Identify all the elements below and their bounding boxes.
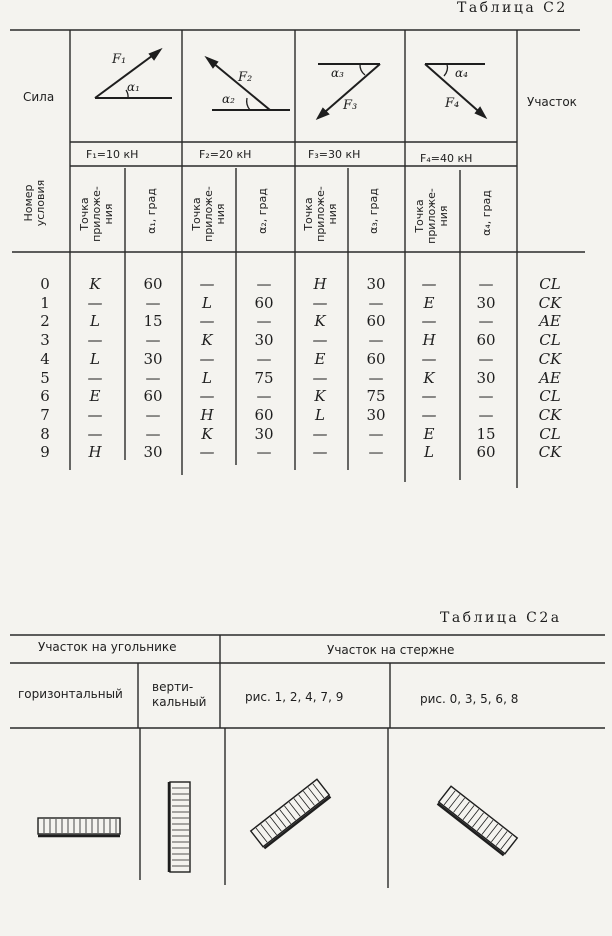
cell-p1-row-5: — xyxy=(87,368,103,387)
cell-a3-row-6: 75 xyxy=(366,387,386,406)
cell-p2-row-7: H xyxy=(200,405,214,424)
load-rod-b xyxy=(438,786,518,855)
cell-numbers-row-9: 9 xyxy=(40,443,50,462)
diagram-f2-force-label: F₂ xyxy=(238,70,253,85)
cell-numbers-row-3: 3 xyxy=(40,331,50,350)
cell-p3-row-3: — xyxy=(312,331,328,350)
table-c2a-title: Таблица С2а xyxy=(440,610,562,626)
cell-p1-row-3: — xyxy=(87,331,103,350)
cell-numbers-row-7: 7 xyxy=(40,405,50,424)
cell-a4-row-5: 30 xyxy=(476,368,496,387)
column-angle-1 xyxy=(138,275,168,462)
cell-p1-row-0: K xyxy=(89,275,101,293)
cell-p3-row-6: K xyxy=(314,387,326,406)
cell-p2-row-2: — xyxy=(199,312,215,331)
cell-a4-row-2: — xyxy=(478,312,494,331)
cell-a3-row-2: 60 xyxy=(366,312,386,331)
cell-a2-row-2: — xyxy=(256,312,272,331)
load-vertical xyxy=(169,782,190,872)
column-point-3 xyxy=(305,275,335,462)
horizontal-header: горизонтальный xyxy=(18,687,123,701)
cell-section-row-9: CK xyxy=(538,443,562,462)
point-header-3: Точка приложе- ния xyxy=(302,186,339,242)
force-header-f1: F₁=10 кН xyxy=(86,148,139,161)
diagram-f4-force-label: F₄ xyxy=(445,96,460,111)
point-header-1: Точка приложе- ния xyxy=(78,186,115,242)
cell-p2-row-0: — xyxy=(199,275,215,293)
cell-p3-row-1: — xyxy=(312,293,328,312)
cell-a1-row-0: 60 xyxy=(143,275,163,293)
cell-p3-row-4: E xyxy=(314,349,326,368)
cell-p4-row-4: — xyxy=(421,349,437,368)
cell-p1-row-1: — xyxy=(87,293,103,312)
cell-a4-row-7: — xyxy=(478,405,494,424)
column-angle-4 xyxy=(471,275,501,462)
cell-section-row-1: CK xyxy=(538,293,562,312)
force-header-f4: F₄=40 кН xyxy=(420,152,473,165)
cell-numbers-row-0: 0 xyxy=(40,275,50,293)
cell-a4-row-9: 60 xyxy=(476,443,496,462)
fig-group-a-header: рис. 1, 2, 4, 7, 9 xyxy=(245,690,344,704)
column-point-2 xyxy=(192,275,222,462)
cell-a4-row-8: 15 xyxy=(476,424,496,443)
cell-p4-row-8: E xyxy=(423,424,435,443)
column-condition-numbers xyxy=(30,275,60,462)
cell-p4-row-3: H xyxy=(422,331,436,350)
cell-p4-row-7: — xyxy=(421,405,437,424)
cell-p2-row-8: K xyxy=(201,424,213,443)
cell-p3-row-0: H xyxy=(313,275,327,293)
angle-header-1: α₁, град xyxy=(145,188,158,234)
diagram-f1-force-label: F₁ xyxy=(112,52,127,67)
corner-section-header: Участок на угольнике xyxy=(38,640,177,654)
cell-a4-row-6: — xyxy=(478,387,494,406)
cell-a4-row-0: — xyxy=(478,275,494,293)
cell-a4-row-4: — xyxy=(478,349,494,368)
cell-p4-row-1: E xyxy=(423,293,435,312)
angle-header-2: α₂, град xyxy=(256,188,269,234)
force-header-f3: F₃=30 кН xyxy=(308,148,361,161)
column-point-4 xyxy=(414,275,444,462)
diagram-f4-angle-label: α₄ xyxy=(455,66,468,80)
diagram-f3-angle-label: α₃ xyxy=(331,66,344,80)
cell-a2-row-9: — xyxy=(256,443,272,462)
cell-p3-row-8: — xyxy=(312,424,328,443)
angle-header-3: α₃, град xyxy=(367,188,380,234)
load-rod-a xyxy=(251,779,331,848)
cell-a1-row-2: 15 xyxy=(143,312,163,331)
column-point-1 xyxy=(80,275,110,462)
cell-p3-row-2: K xyxy=(314,312,326,331)
cell-p1-row-4: L xyxy=(90,349,100,368)
cell-section-row-3: CL xyxy=(539,331,561,350)
cell-p3-row-9: — xyxy=(312,443,328,462)
vertical-header: верти- кальный xyxy=(152,680,207,709)
cell-p4-row-9: L xyxy=(424,443,434,462)
cell-a1-row-6: 60 xyxy=(143,387,163,406)
cell-a3-row-7: 30 xyxy=(366,405,386,424)
cell-a1-row-9: 30 xyxy=(143,443,163,462)
cell-a3-row-1: — xyxy=(368,293,384,312)
cell-section-row-6: CL xyxy=(539,387,561,406)
cell-a3-row-9: — xyxy=(368,443,384,462)
cell-p3-row-7: L xyxy=(315,405,325,424)
cell-numbers-row-5: 5 xyxy=(40,368,50,387)
cell-section-row-2: AE xyxy=(539,312,561,331)
cell-a1-row-8: — xyxy=(145,424,161,443)
cell-section-row-8: CL xyxy=(539,424,561,443)
diagram-f1-angle-label: α₁ xyxy=(127,80,140,94)
cell-numbers-row-2: 2 xyxy=(40,312,50,331)
point-header-2: Точка приложе- ния xyxy=(190,186,227,242)
fig-group-b-header: рис. 0, 3, 5, 6, 8 xyxy=(420,692,519,706)
rod-section-header: Участок на стержне xyxy=(327,643,455,657)
cell-p4-row-0: — xyxy=(421,275,437,293)
cell-section-row-0: CL xyxy=(539,275,561,293)
column-section xyxy=(530,275,570,462)
cell-a3-row-4: 60 xyxy=(366,349,386,368)
cell-p1-row-6: E xyxy=(89,387,101,406)
cell-p2-row-5: L xyxy=(202,368,212,387)
load-horizontal xyxy=(38,818,120,836)
cell-numbers-row-6: 6 xyxy=(40,387,50,406)
cell-section-row-5: AE xyxy=(539,368,561,387)
angle-header-4: α₄, град xyxy=(480,190,493,236)
cell-a2-row-1: 60 xyxy=(254,293,274,312)
force-header: Сила xyxy=(23,90,55,104)
cell-p1-row-8: — xyxy=(87,424,103,443)
cell-p2-row-3: K xyxy=(201,331,213,350)
cell-a1-row-1: — xyxy=(145,293,161,312)
column-angle-2 xyxy=(249,275,279,462)
force-header-f2: F₂=20 кН xyxy=(199,148,252,161)
cell-a2-row-5: 75 xyxy=(254,368,274,387)
cell-a3-row-5: — xyxy=(368,368,384,387)
cell-p1-row-7: — xyxy=(87,405,103,424)
cell-numbers-row-1: 1 xyxy=(40,293,50,312)
cell-p2-row-1: L xyxy=(202,293,212,312)
cell-a3-row-0: 30 xyxy=(366,275,386,293)
cell-p4-row-6: — xyxy=(421,387,437,406)
section-header: Участок xyxy=(527,95,577,109)
cell-section-row-7: CK xyxy=(538,405,562,424)
cell-numbers-row-8: 8 xyxy=(40,424,50,443)
cell-p4-row-5: K xyxy=(423,368,435,387)
cell-p2-row-6: — xyxy=(199,387,215,406)
column-angle-3 xyxy=(361,275,391,462)
cell-p4-row-2: — xyxy=(421,312,437,331)
diagram-f3-force-label: F₃ xyxy=(343,98,358,113)
cell-a2-row-4: — xyxy=(256,349,272,368)
point-header-4: Точка приложе- ния xyxy=(413,188,450,244)
cell-section-row-4: CK xyxy=(538,349,562,368)
cell-p2-row-9: — xyxy=(199,443,215,462)
cell-p1-row-9: H xyxy=(88,443,102,462)
cell-a4-row-3: 60 xyxy=(476,331,496,350)
cell-a1-row-7: — xyxy=(145,405,161,424)
table-c2-title: Таблица С2 xyxy=(457,0,568,16)
cell-a2-row-6: — xyxy=(256,387,272,406)
cell-a2-row-0: — xyxy=(256,275,272,293)
cell-p2-row-4: — xyxy=(199,349,215,368)
cell-a2-row-3: 30 xyxy=(254,331,274,350)
cell-a2-row-7: 60 xyxy=(254,405,274,424)
cell-p3-row-5: — xyxy=(312,368,328,387)
cell-a1-row-3: — xyxy=(145,331,161,350)
cell-a2-row-8: 30 xyxy=(254,424,274,443)
cell-a3-row-8: — xyxy=(368,424,384,443)
cell-a3-row-3: — xyxy=(368,331,384,350)
cell-p1-row-2: L xyxy=(90,312,100,331)
cell-a1-row-4: 30 xyxy=(143,349,163,368)
cell-a4-row-1: 30 xyxy=(476,293,496,312)
condition-number-header: Номер условия xyxy=(22,179,47,227)
diagram-f2-angle-label: α₂ xyxy=(222,92,235,106)
cell-numbers-row-4: 4 xyxy=(40,349,50,368)
cell-a1-row-5: — xyxy=(145,368,161,387)
